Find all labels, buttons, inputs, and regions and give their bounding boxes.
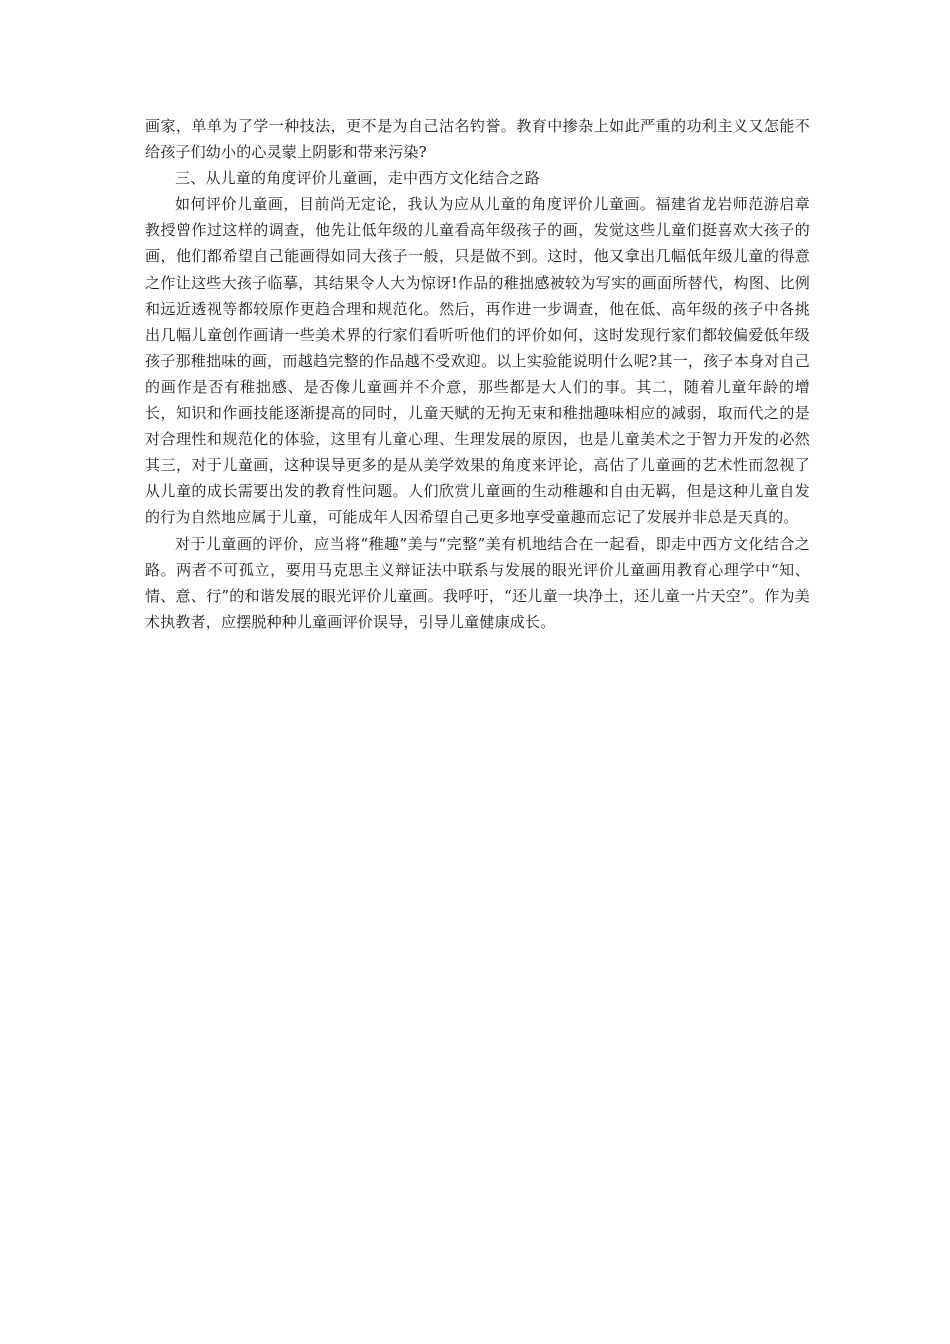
paragraph-continuation: 画家，单单为了学一种技法，更不是为自己沽名钓誉。教育中掺杂上如此严重的功利主义又怎能不给孩子们幼小的心灵蒙上阴影和带来污染?	[145, 117, 810, 162]
paragraph-body: 如何评价儿童画，目前尚无定论，我认为应从儿童的角度评价儿童画。福建省龙岩师范游启章教授曾作过这样的调查，他先让低年级的儿童看高年级孩子的画，发觉这些儿童们挺喜欢大孩子的画，他们都希望自己能画得如同大孩子一般，只是做不到。这时，他又拿出几幅低年级儿童的得意之作让这些大孩子临摹，其结果令人大为惊讶!作品的稚拙感被较为写实的画面所替代，构图、比例和远近透视等都较原作更趋合理和规范化。然后，再作进一步调查，他在低、高年级的孩子中各挑出几幅儿童创作画请一些美术界的行家们看听听他们的评价如何，这时发现行家们都较偏爱低年级孩子那稚拙味的画，而越趋完整的作品越不受欢迎。以上实验能说明什么呢?其一，孩子本身对自己的画作是否有稚拙感、是否像儿童画并不介意，那些都是大人们的事。其二，随着儿童年龄的增长，知识和作画技能逐渐提高的同时，儿童天赋的无拘无束和稚拙趣味相应的减弱，取而代之的是对合理性和规范化的体验，这里有儿童心理、生理发展的原因，也是儿童美术之于智力开发的必然其三，对于儿童画，这种误导更多的是从美学效果的角度来评论，高估了儿童画的艺术性而忽视了从儿童的成长需要出发的教育性问题。人们欣赏儿童画的生动稚趣和自由无羁，但是这种儿童自发的行为自然地应属于儿童，可能成年人因希望自己更多地享受童趣而忘记了发展并非总是天真的。	[145, 195, 810, 527]
paragraph-conclusion: 对于儿童画的评价，应当将“稚趣”美与“完整”美有机地结合在一起看，即走中西方文化结合之路。两者不可孤立，要用马克思主义辩证法中联系与发展的眼光评价儿童画用教育心理学中“知、情、意、行”的和谐发展的眼光评价儿童画。我呼吁，“还儿童一块净土，还儿童一片天空”。作为美术执教者，应摆脱种种儿童画评价误导，引导儿童健康成长。	[145, 534, 810, 631]
document-page	[145, 113, 810, 635]
section-heading: 三、从儿童的角度评价儿童画，走中西方文化结合之路	[175, 169, 540, 188]
